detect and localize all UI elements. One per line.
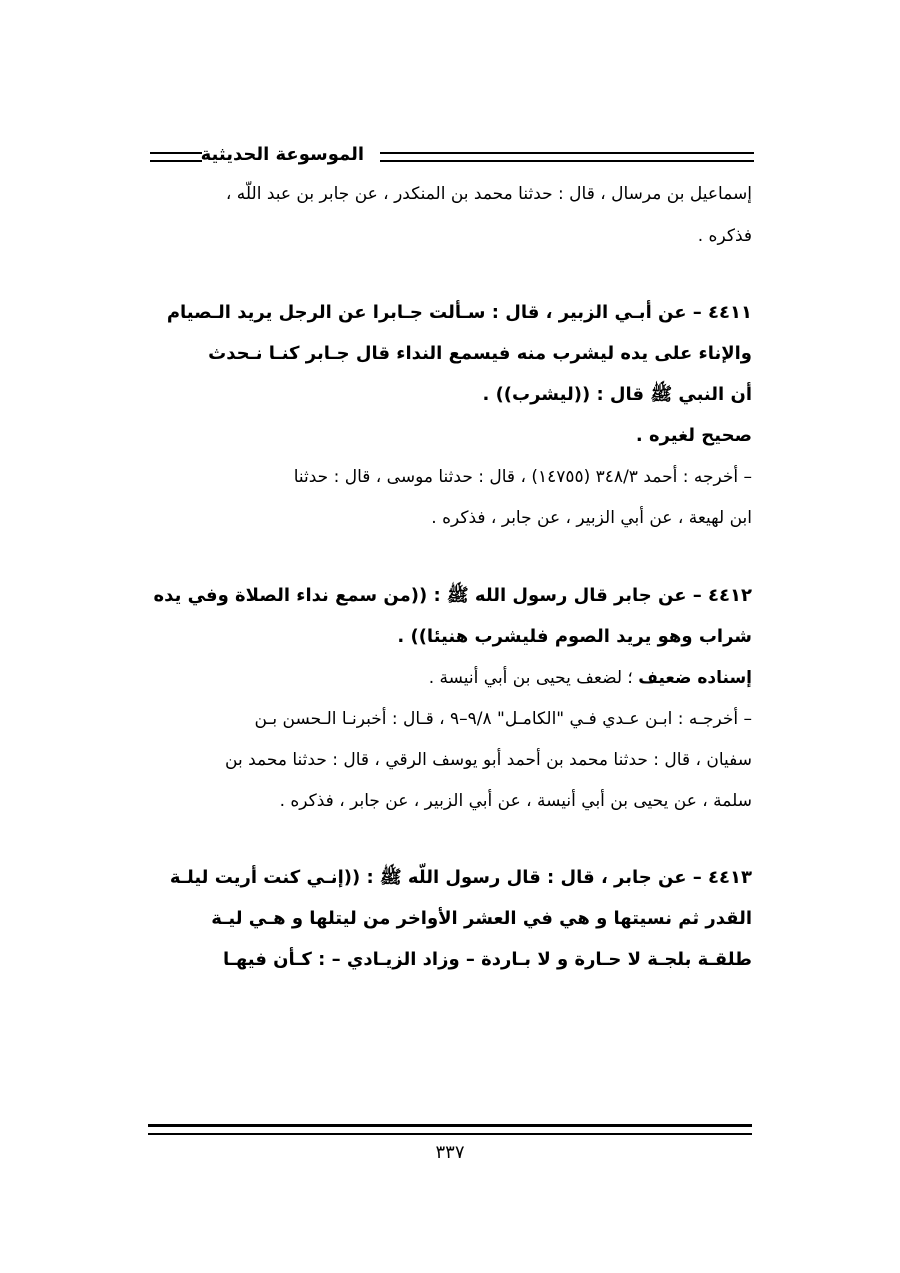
page-header — [150, 140, 754, 170]
page-number: ٣٣٧ — [435, 1142, 465, 1163]
hadith-4413-line: القدر ثم نسيتها و هي في العشر الأواخر من ليتلها و هـي ليـة — [211, 908, 752, 929]
hadith-4412-line: شراب وهو يريد الصوم فليشرب هنيئا)) . — [397, 626, 752, 647]
takhrij-line: – أخرجـه : ابـن عـدي فـي "الكامـل" ٩/٨–٩ ، قـال : أخبرنـا الـحسن بـن — [254, 709, 752, 729]
grading: صحيح لغيره . — [635, 425, 752, 446]
hadith-4412-line: ٤٤١٢ – عن جابر قال رسول الله ﷺ : ((من سمع نداء الصلاة وفي يده — [153, 585, 752, 606]
hadith-4411-line: والإناء على يده ليشرب منه فيسمع النداء قال جـابر كنـا نـحدث — [208, 343, 752, 364]
footer-rule — [148, 1124, 752, 1135]
takhrij-line: سفيان ، قال : حدثنا محمد بن أحمد أبو يوسف الرقي ، قال : حدثنا محمد بن — [225, 750, 752, 770]
hadith-4411-line: أن النبي ﷺ قال : ((ليشرب)) . — [482, 384, 752, 405]
text-line: فذكره . — [697, 226, 752, 246]
text-line: إسماعيل بن مرسال ، قال : حدثنا محمد بن المنكدر ، عن جابر بن عبد اللّه ، — [225, 184, 752, 204]
header-title: الموسوعة الحديثية — [200, 144, 364, 165]
header-rule-short — [150, 152, 202, 162]
takhrij-line: سلمة ، عن يحيى بن أبي أنيسة ، عن أبي الزبير ، عن جابر ، فذكره . — [279, 791, 752, 811]
grading-line — [429, 664, 752, 692]
grading-reason: ؛ لضعف يحيى بن أبي أنيسة . — [428, 668, 639, 688]
takhrij-line: – أخرجه : أحمد ٣٤٨/٣ (١٤٧٥٥) ، قال : حدثنا موسى ، قال : حدثنا — [293, 467, 752, 487]
hadith-4413-line: ٤٤١٣ – عن جابر ، قال : قال رسول اللّه ﷺ : ((إنـي كنت أريت ليلـة — [169, 867, 752, 888]
hadith-4413-line: طلقـة بلجـة لا حـارة و لا بـاردة – وزاد الزيـادي – : كـأن فيهـا — [222, 949, 752, 970]
takhrij-line: ابن لهيعة ، عن أبي الزبير ، عن جابر ، فذكره . — [431, 508, 752, 528]
grading: إسناده ضعيف — [638, 668, 752, 688]
hadith-4411-line: ٤٤١١ – عن أبـي الزبير ، قال : سـألت جـابرا عن الرجل يريد الـصيام — [166, 302, 752, 323]
header-rule-long — [380, 152, 754, 162]
